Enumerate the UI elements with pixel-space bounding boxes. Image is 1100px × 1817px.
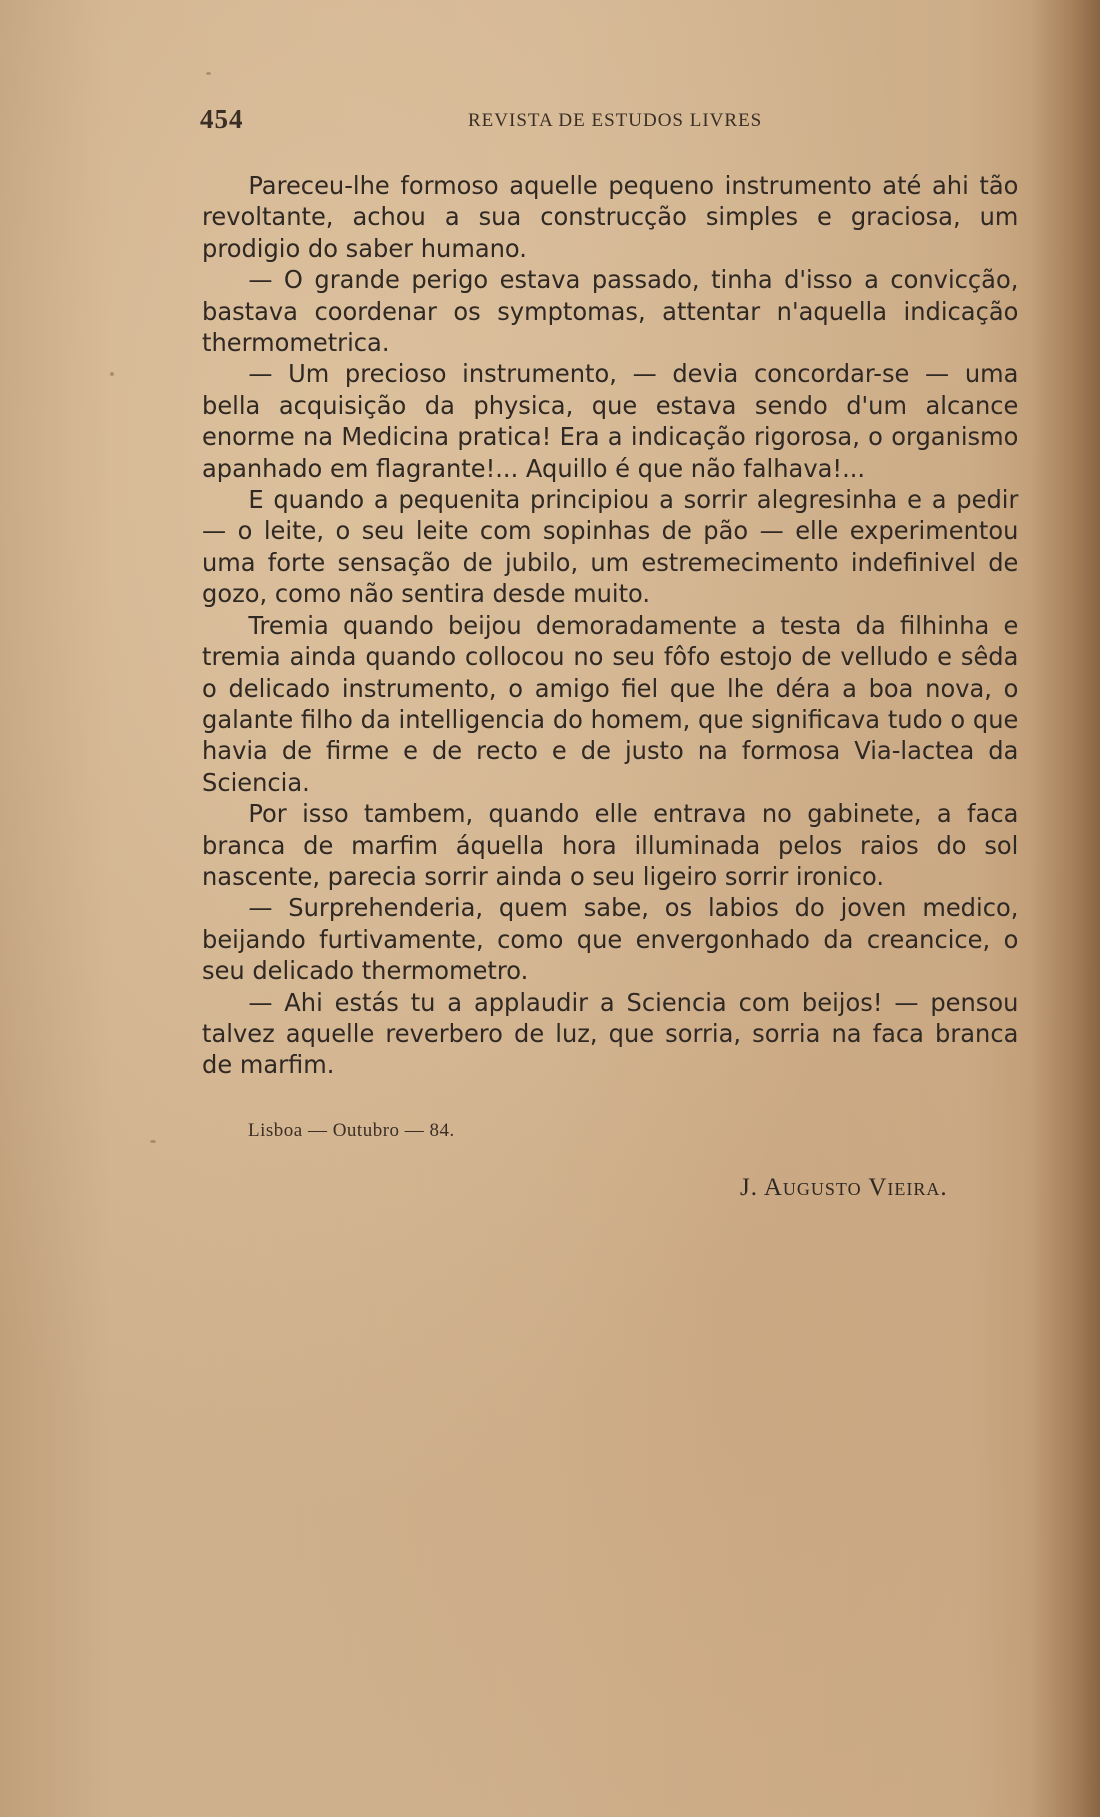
paragraph: — O grande perigo estava passado, tinha d'isso a convicção, bastava coordenar os symptomas, attentar n'aquella indicação thermometrica.	[202, 265, 1019, 358]
paper-speck	[206, 72, 211, 75]
paragraph: Tremia quando beijou demoradamente a testa da filhinha e tremia ainda quando collocou no seu fôfo estojo de velludo e sêda o delicado instrumento, o amigo fiel que lhe déra a boa nova, o galante filho da intelligencia do homem, que significava tudo o que havia de firme e de recto e de justo na formosa Via-lactea da Sciencia.	[202, 610, 1019, 797]
page-number: 454	[200, 104, 244, 134]
paragraph: E quando a pequenita principiou a sorrir alegresinha e a pedir — o leite, o seu leite com sopinhas de pão — elle experimentou uma forte sensação de jubilo, um estremecimento indefinivel de gozo, como não sentira desde muito.	[202, 485, 1019, 609]
paragraph: Por isso tambem, quando elle entrava no gabinete, a faca branca de marfim áquella hora illuminada pelos raios do sol nascente, parecia sorrir ainda o seu ligeiro sorrir ironico.	[202, 799, 1019, 891]
paragraph: Pareceu-lhe formoso aquelle pequeno instrumento até ahi tão revoltante, achou a sua construcção simples e graciosa, um prodigio do saber humano.	[202, 171, 1019, 263]
paper-speck	[110, 372, 114, 376]
page-header	[200, 104, 1050, 144]
paragraph: — Surprehenderia, quem sabe, os labios do joven medico, beijando furtivamente, como que envergonhado da creancice, o seu delicado thermometro.	[202, 893, 1019, 986]
place-date: Lisboa — Outubro — 84.	[248, 1120, 455, 1141]
paragraph: — Um precioso instrumento, — devia concordar-se — uma bella acquisição da physica, que estava sendo d'um alcance enorme na Medicina pratica! Era a indicação rigorosa, o organismo apanhado em flagrante!... Aquillo é que não falhava!...	[202, 359, 1019, 483]
paragraph: — Ahi estás tu a applaudir a Sciencia com beijos! — pensou talvez aquelle reverbero de luz, que sorria, sorria na faca branca de marfim.	[202, 987, 1019, 1080]
paper-speck	[150, 1140, 156, 1143]
running-title: REVISTA DE ESTUDOS LIVRES	[468, 110, 763, 131]
article-body	[202, 170, 1018, 1081]
author-signature: J. Augusto Vieira.	[740, 1174, 948, 1201]
page-edge-shadow	[1030, 0, 1100, 1817]
